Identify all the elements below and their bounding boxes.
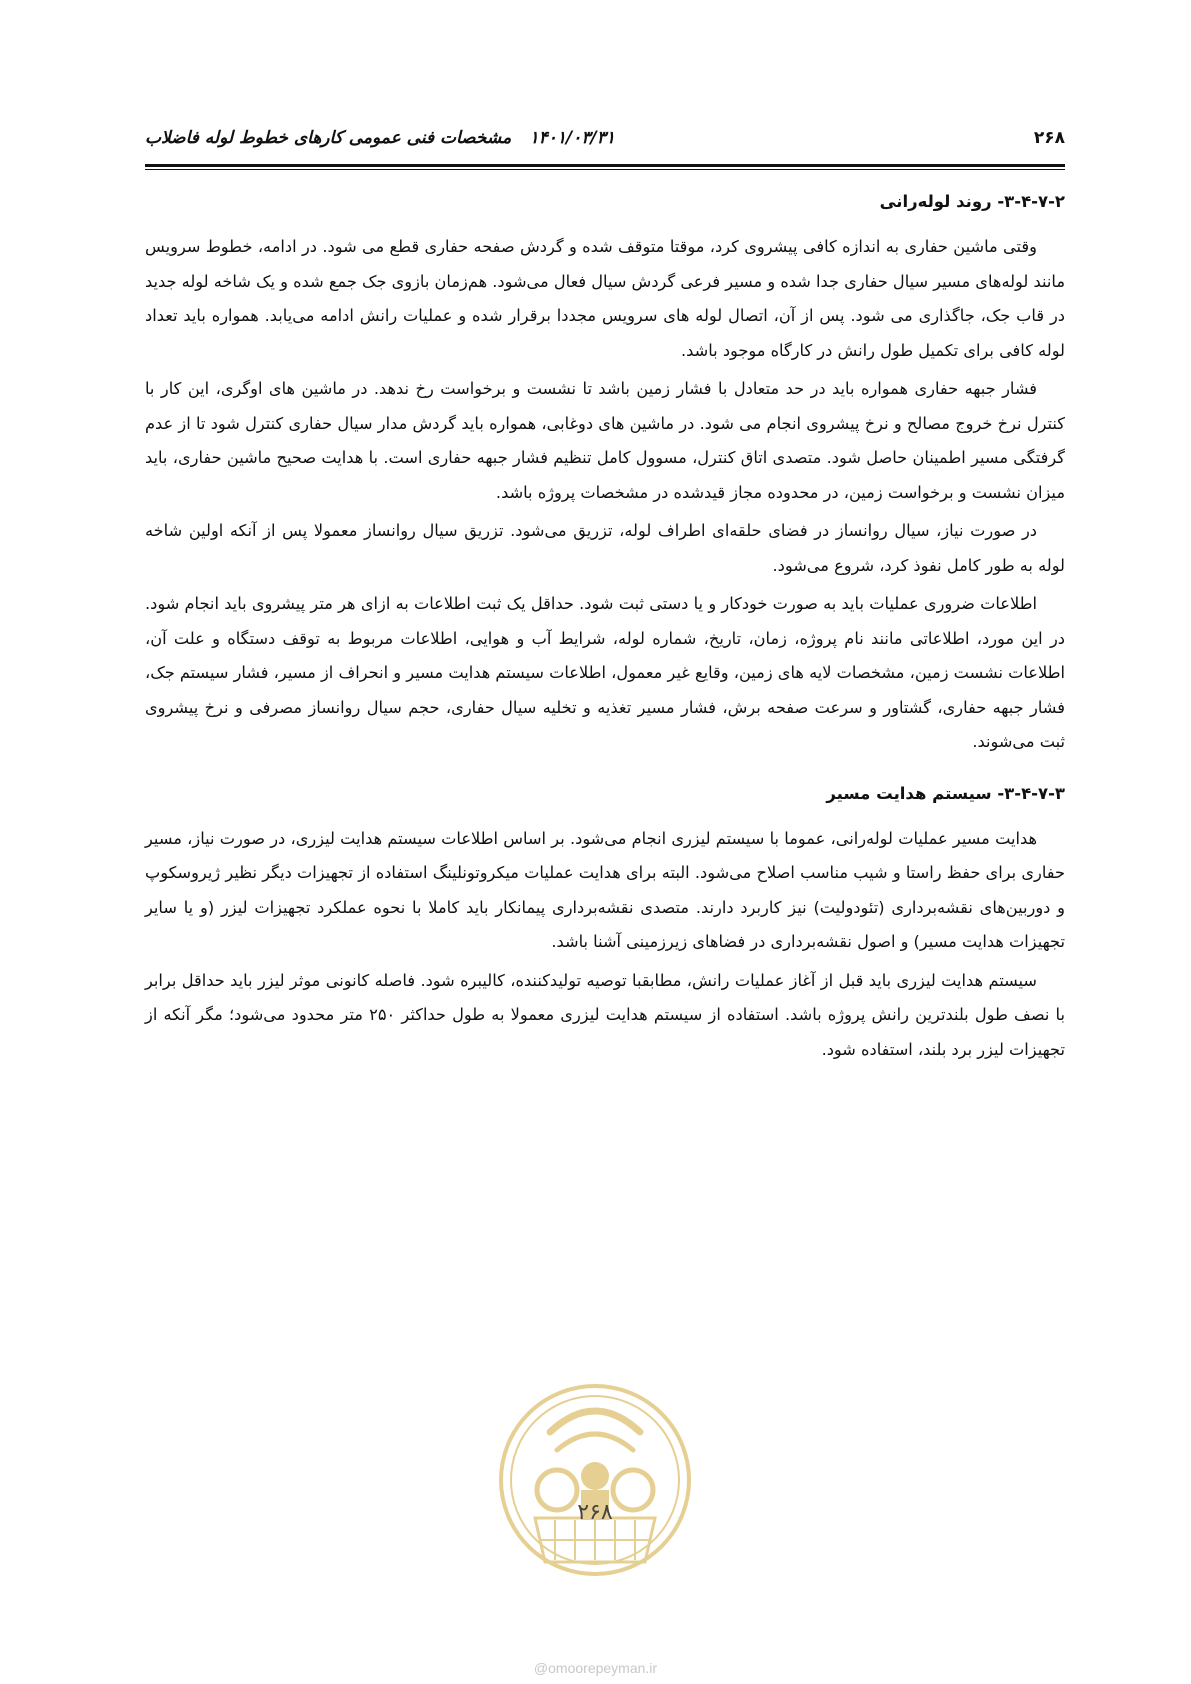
section-guidance-system	[145, 778, 1065, 1068]
section-heading: ۳-۴-۷-۳- سیستم هدایت مسیر	[826, 783, 1065, 803]
section-heading: ۳-۴-۷-۲- روند لوله‌رانی	[879, 192, 1065, 211]
seal-emblem-icon	[495, 1380, 695, 1580]
paragraph: اطلاعات ضروری عملیات باید به صورت خودکار و یا دستی ثبت شود. حداقل یک ثبت اطلاعات به ازای هر متر پیشروی باید انجام شود. در این مورد، اطلاعاتی مانند نام پروژه، زمان، تاریخ، شماره لوله، شرایط آب و هوایی، اطلاعات مربوط به توقف دستگاه و علت آن، اطلاعات نشست زمین، مشخصات لایه های زمین، وقایع غیر معمول، اطلاعات سیستم هدایت مسیر و انحراف از مسیر، فشار سیستم جک، فشار جبهه حفاری، گشتاور و سرعت صفحه برش، فشار مسیر تغذیه و تخلیه سیال حفاری، حجم سیال روانساز مصرفی و نرخ پیشروی ثبت می‌شوند.	[145, 594, 1065, 751]
header-date: ۱۴۰۱/۰۳/۳۱	[529, 128, 615, 148]
paragraph: هدایت مسیر عملیات لوله‌رانی، عموما با سیستم لیزری انجام می‌شود. بر اساس اطلاعات سیستم هدایت لیزری، در صورت نیاز، مسیر حفاری برای حفظ راستا و شیب مناسب اصلاح می‌شود. البته برای هدایت عملیات میکروتونلینگ استفاده از تجهیزات دیگر نظیر ژیروسکوپ و دوربین‌های نقشه‌برداری (تئودولیت) نیز کاربرد دارند. متصدی نقشه‌برداری پیمانکار باید کاملا با نحوه عملکرد تجهیزات لیزر (و یا سایر تجهیزات هدایت مسیر) و اصول نقشه‌برداری در فضاهای زیرزمینی آشنا باشد.	[145, 828, 1065, 951]
header-page-number: ۲۶۸	[1033, 128, 1065, 148]
header-divider-thin	[145, 169, 1065, 170]
paragraph: سیستم هدایت لیزری باید قبل از آغاز عملیات رانش، مطابقبا توصیه تولیدکننده، کالیبره شود. فاصله کانونی موثر لیزر باید حداقل برابر با نصف طول بلندترین رانش پروژه باشد. استفاده از سیستم هدایت لیزری معمولا به طول حداکثر ۲۵۰ متر محدود می‌شود؛ مگر آنکه از تجهیزات لیزر برد بلند، استفاده شود.	[145, 970, 1065, 1059]
header-document-title: مشخصات فنی عمومی کارهای خطوط لوله فاضلاب	[145, 128, 512, 148]
section-pipe-jacking-process	[145, 186, 1065, 760]
paragraph: در صورت نیاز، سیال روانساز در فضای حلقه‌ای اطراف لوله، تزریق می‌شود. تزریق سیال روانساز معمولا پس از آنکه اولین شاخه لوله به طور کامل نفوذ کرد، شروع می‌شود.	[145, 521, 1065, 575]
footer-url: @omoorepeyman.ir	[533, 1660, 658, 1676]
page-header	[145, 128, 1065, 154]
watermark-seal-logo	[495, 1380, 695, 1580]
seal-page-number: ۲۶۸	[577, 1500, 613, 1525]
paragraph: فشار جبهه حفاری همواره باید در حد متعادل با فشار زمین باشد تا نشست و برخواست رخ ندهد. در ماشین های اوگری، این کار با کنترل نرخ خروج مصالح و نرخ پیشروی انجام می شود. در ماشین های دوغابی، همواره باید گردش مدار سیال حفاری کنترل شود تا از عدم گرفتگی مسیر اطمینان حاصل شود. متصدی اتاق کنترل، مسوول کامل تنظیم فشار جبهه حفاری است. با هدایت صحیح ماشین حفاری، باید میزان نشست و برخواست زمین، در محدوده مجاز قیدشده در مشخصات پروژه باشد.	[145, 379, 1065, 502]
document-body	[145, 186, 1065, 1071]
paragraph: وقتی ماشین حفاری به اندازه کافی پیشروی کرد، موقتا متوقف شده و گردش صفحه حفاری قطع می شود. در ادامه، خطوط سرویس مانند لوله‌های مسیر سیال حفاری جدا شده و مسیر فرعی گردش سیال فعال می‌شود. هم‌زمان بازوی جک جمع شده و یک شاخه لوله جدید در قاب جک، جاگذاری می شود. پس از آن، اتصال لوله های سرویس مجددا برقرار شده و عملیات رانش ادامه می‌یابد. همواره باید تعداد لوله کافی برای تکمیل طول رانش در کارگاه موجود باشد.	[145, 237, 1065, 360]
header-divider-thick	[145, 164, 1065, 167]
